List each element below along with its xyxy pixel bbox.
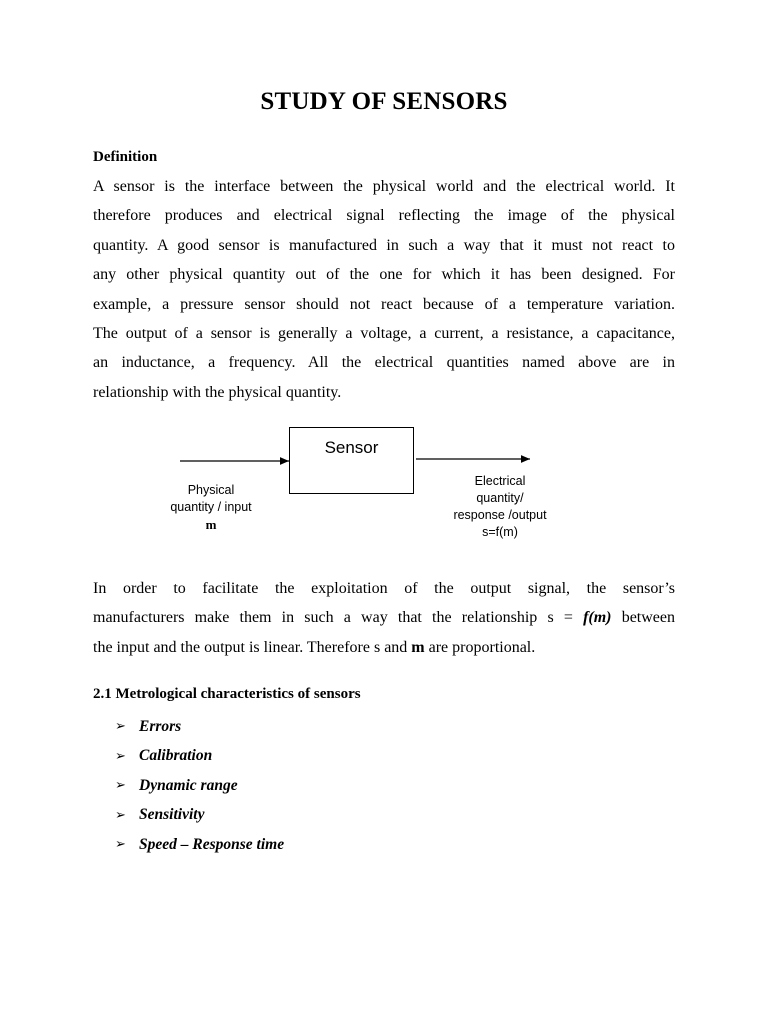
paragraph-line: an inductance, a frequency. All the electrical quantities named above are in (93, 354, 675, 372)
paragraph-line: example, a pressure sensor should not react because of a temperature variation. (93, 295, 675, 313)
arrow-bullet-icon: ➢ (115, 748, 126, 764)
output-label-line: quantity/ (476, 491, 524, 505)
relation-paragraph (93, 574, 675, 662)
page-title: STUDY OF SENSORS (260, 88, 508, 115)
paragraph-line: The output of a sensor is generally a voltage, a current, a resistance, a capacitance, (93, 325, 675, 343)
input-symbol: m (205, 517, 217, 532)
paragraph-line: relationship with the physical quantity. (93, 383, 342, 401)
paragraph-line (93, 633, 675, 662)
paragraph-line: quantity. A good sensor is manufactured in such a way that it must not react to (93, 236, 675, 254)
input-label-line: quantity / input (170, 500, 252, 514)
paragraph-line: In order to facilitate the exploitation of the output signal, the sensor’s (93, 580, 675, 597)
list-item-label: Dynamic range (139, 776, 238, 794)
function-symbol: f(m) (583, 609, 612, 627)
list-item (115, 712, 284, 742)
section-heading: 2.1 Metrological characteristics of sensors (93, 686, 361, 702)
output-label-line: s=f(m) (482, 525, 518, 539)
output-label (440, 473, 560, 541)
list-item-label: Speed – Response time (139, 835, 285, 853)
definition-paragraph (93, 172, 675, 407)
input-label (150, 482, 272, 533)
paragraph-line: therefore produces and electrical signal reflecting the image of the physical (93, 207, 675, 225)
input-label-line: Physical (187, 483, 235, 497)
paragraph-line (93, 603, 675, 632)
output-label-line: response /output (453, 508, 547, 522)
sensor-box-label: Sensor (324, 438, 379, 457)
relation-text: the input and the output is linear. Therefore s and (93, 638, 412, 656)
arrow-bullet-icon: ➢ (115, 719, 126, 735)
arrow-bullet-icon: ➢ (115, 837, 126, 853)
relation-text: between (611, 609, 675, 627)
paragraph-line: A sensor is the interface between the physical world and the electrical world. It (93, 178, 675, 195)
definition-heading: Definition (93, 149, 158, 165)
paragraph-line: any other physical quantity out of the one for which it has been designed. For (93, 266, 675, 284)
arrow-bullet-icon: ➢ (115, 778, 126, 794)
input-symbol-inline: m (411, 638, 425, 656)
relation-text: manufacturers make them in such a way that the relationship s = (93, 609, 584, 627)
characteristics-list (115, 712, 284, 860)
list-item (115, 771, 284, 801)
list-item-label: Errors (139, 717, 182, 735)
list-item (115, 801, 284, 831)
list-item-label: Calibration (139, 747, 213, 765)
arrow-bullet-icon: ➢ (115, 807, 126, 823)
relation-text: are proportional. (424, 638, 536, 656)
list-item (115, 830, 284, 860)
sensor-box (289, 427, 414, 494)
list-item (115, 742, 284, 772)
list-item-label: Sensitivity (139, 806, 205, 824)
output-label-line: Electrical (474, 474, 526, 488)
